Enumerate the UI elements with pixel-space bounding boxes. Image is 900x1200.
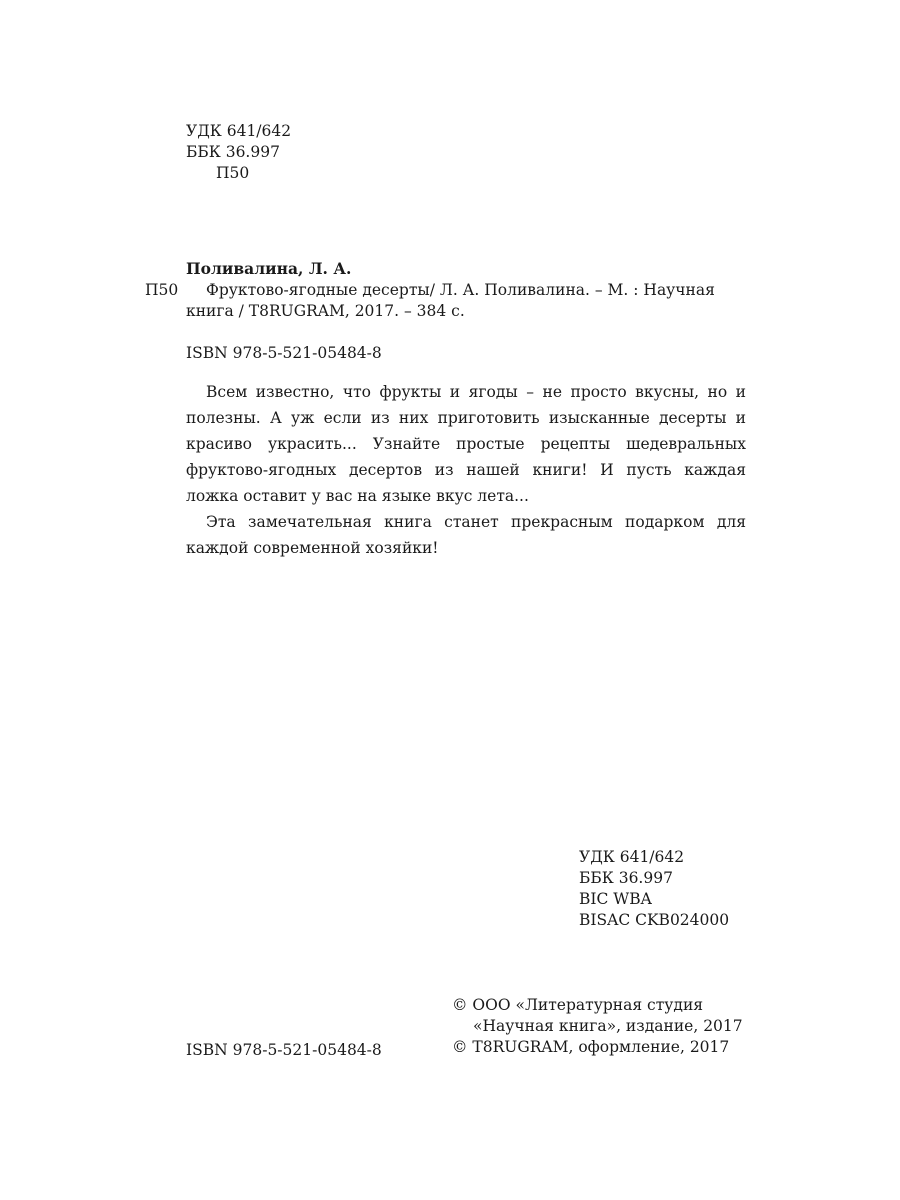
- abstract-paragraph-1: Всем известно, что фрукты и ягоды – не просто вкусны, но и полезны. А уж если из них приготовить изысканные десерты и красиво украсить... Узнайте простые рецепты шедевральных фруктово-ягодных десертов из нашей книги! И пусть каждая ложка оставит у вас на языке вкус лета...: [186, 383, 746, 505]
- abstract-paragraph-2: Эта замечательная книга станет прекрасным подарком для каждой современной хозяйки!: [186, 513, 746, 557]
- udk-code: УДК 641/642: [186, 122, 292, 140]
- bibliographic-line-1: Фруктово-ягодные десерты/ Л. А. Поливалина. – М. : Научная: [206, 281, 715, 299]
- classification-codes-bottom: [579, 847, 729, 931]
- bibliographic-line-2: книга / T8RUGRAM, 2017. – 384 с.: [186, 302, 465, 320]
- bibliographic-record: [186, 280, 746, 322]
- copyright-line-3: © T8RUGRAM, оформление, 2017: [452, 1038, 730, 1056]
- author-name: Поливалина, Л. А.: [186, 259, 352, 278]
- catalog-mark: П50: [145, 281, 179, 299]
- copyright-line-2: «Научная книга», издание, 2017: [473, 1017, 743, 1035]
- copyright-notice: [452, 995, 743, 1058]
- bbk-code-bottom: ББК 36.997: [579, 869, 673, 887]
- copyright-line-1: © ООО «Литературная студия: [452, 996, 704, 1014]
- isbn-bottom: ISBN 978-5-521-05484-8: [186, 1041, 382, 1059]
- isbn-top: ISBN 978-5-521-05484-8: [186, 344, 382, 362]
- abstract: [186, 379, 746, 561]
- bic-code: BIC WBA: [579, 890, 652, 908]
- author-mark: П50: [216, 164, 250, 182]
- bbk-code: ББК 36.997: [186, 143, 280, 161]
- classification-codes-top: [186, 121, 291, 184]
- udk-code-bottom: УДК 641/642: [579, 848, 685, 866]
- bisac-code: BISAC CKB024000: [579, 911, 730, 929]
